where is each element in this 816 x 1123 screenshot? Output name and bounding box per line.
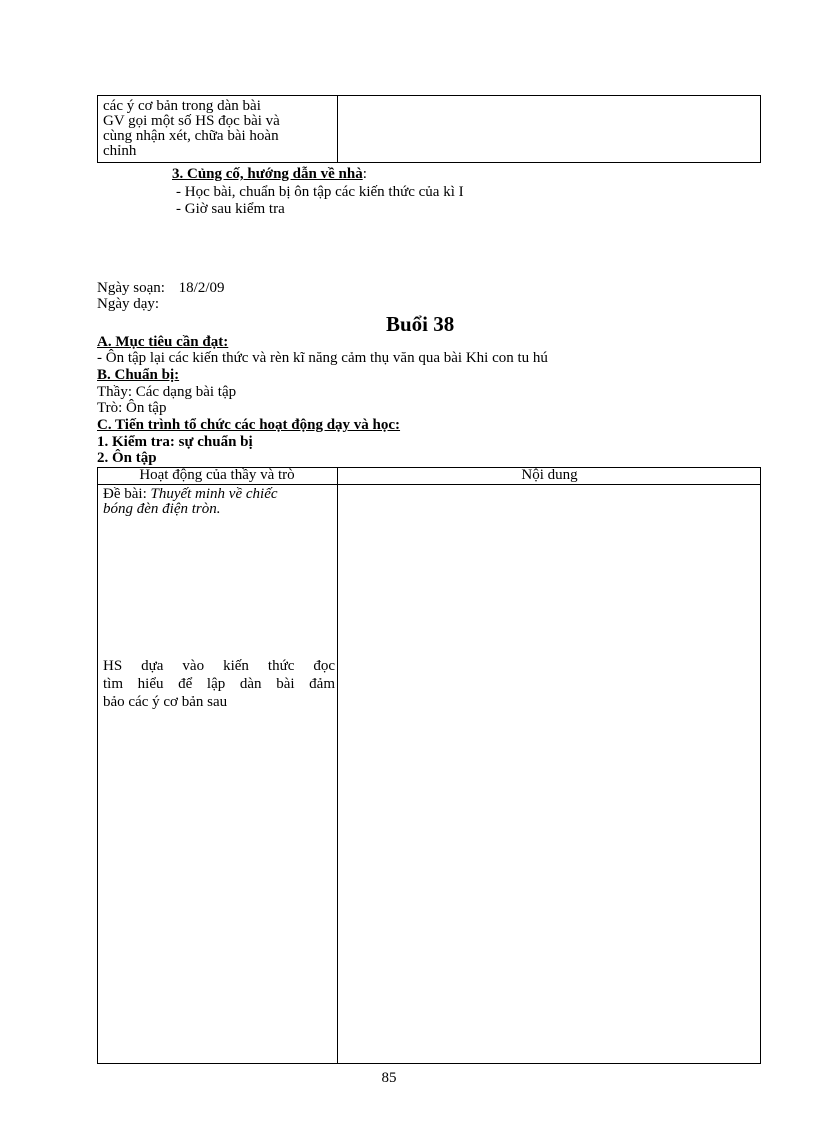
topic-line-1	[103, 487, 335, 502]
consolidation-item-2: - Giờ sau kiểm tra	[176, 201, 285, 217]
section-c-step-2: 2. Ôn tập	[97, 450, 157, 466]
page-number: 85	[381, 1070, 397, 1086]
section-a-heading: A. Mục tiêu cần đạt:	[97, 334, 229, 350]
section-a-text: - Ôn tập lại các kiến thức và rèn kĩ năng cảm thụ văn qua bài Khi con tu hú	[97, 350, 548, 366]
consolidation-heading: 3. Củng cố, hướng dẫn về nhà	[172, 166, 363, 182]
text-line: các ý cơ bản trong dàn bài	[103, 98, 261, 114]
text-line: chỉnh	[103, 143, 137, 159]
col1-header: Hoạt động của thầy và trò	[139, 467, 295, 483]
prep-date-value: 18/2/09	[178, 280, 225, 296]
text-line: GV gọi một số HS đọc bài và	[103, 113, 280, 129]
main-table-header-rule	[97, 484, 761, 485]
main-table-divider	[337, 467, 338, 1064]
section-b-heading: B. Chuẩn bị:	[97, 367, 180, 383]
session-title: Buổi 38	[386, 312, 455, 336]
consolidation-item-1: - Học bài, chuẩn bị ôn tập các kiến thức của kì I	[176, 184, 464, 200]
section-b-student: Trò: Ôn tập	[97, 400, 167, 416]
main-table	[97, 467, 761, 1064]
topic-block	[103, 487, 335, 517]
section-c-step-1: 1. Kiểm tra: sự chuẩn bị	[97, 434, 253, 450]
instruction-line: tìm hiểu để lập dàn bài đảm	[103, 676, 335, 692]
col2-header: Nội dung	[521, 467, 578, 483]
section-b-teacher: Thầy: Các dạng bài tập	[97, 384, 237, 400]
text-line: cùng nhận xét, chữa bài hoàn	[103, 128, 279, 144]
consolidation-heading-row	[172, 167, 367, 182]
top-table-left-cell	[103, 99, 335, 159]
prep-date-row	[97, 281, 225, 296]
prep-date-label: Ngày soạn:	[97, 280, 165, 296]
top-table-divider	[337, 95, 338, 163]
teach-date-label: Ngày dạy:	[97, 296, 160, 312]
section-c-heading: C. Tiến trình tổ chức các hoạt động dạy và học:	[97, 417, 401, 433]
topic-label: Đề bài:	[103, 486, 151, 502]
consolidation-colon: :	[362, 166, 367, 182]
topic-line-2: bóng đèn điện tròn.	[103, 501, 221, 517]
topic-text-1: Thuyết minh về chiếc	[150, 486, 278, 502]
instruction-line: HS dựa vào kiến thức đọc	[103, 658, 335, 674]
instruction-block	[103, 657, 335, 711]
instruction-line: bảo các ý cơ bản sau	[103, 694, 228, 710]
